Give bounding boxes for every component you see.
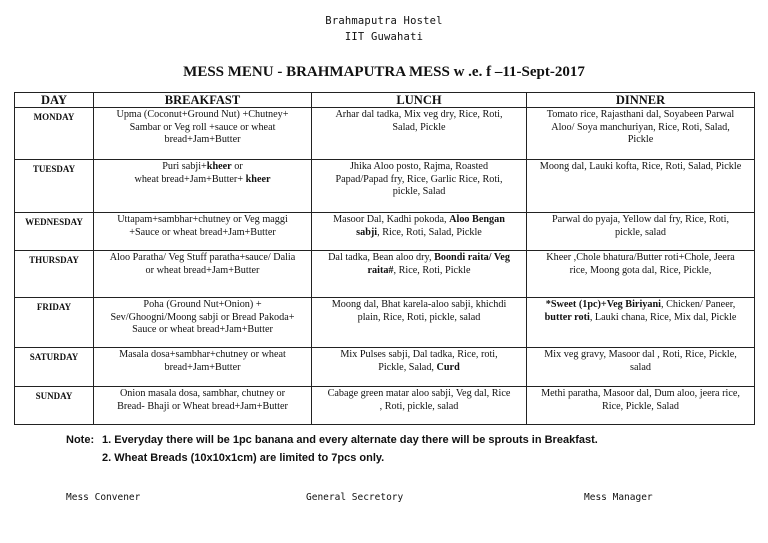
dinner-cell: *Sweet (1pc)+Veg Biriyani, Chicken/ Paneer, butter roti, Lauki chana, Rice, Mix dal, Pickle [527,298,755,348]
note-item-2: 2. Wheat Breads (10x10x1cm) are limited to 7pcs only. [102,452,385,464]
day-cell: MONDAY [15,108,94,160]
dinner-cell: Parwal do pyaja, Yellow dal fry, Rice, Roti, pickle, salad [527,213,755,251]
table-row-sunday [15,387,755,425]
lunch-cell: Cabage green matar aloo sabji, Veg dal, Rice , Roti, pickle, salad [312,387,527,425]
signature-mess-convener: Mess Convener [66,492,141,503]
hostel-name: Brahmaputra Hostel [325,15,443,27]
day-cell: THURSDAY [15,251,94,298]
breakfast-cell: Aloo Paratha/ Veg Stuff paratha+sauce/ Dalia or wheat bread+Jam+Butter [94,251,312,298]
dinner-cell: Kheer ,Chole bhatura/Butter roti+Chole, Jeera rice, Moong gota dal, Rice, Pickle, [527,251,755,298]
breakfast-cell: Masala dosa+sambhar+chutney or wheat bread+Jam+Butter [94,348,312,387]
lunch-cell: Masoor Dal, Kadhi pokoda, Aloo Bengan sabji, Rice, Roti, Salad, Pickle [312,213,527,251]
dinner-cell: Mix veg gravy, Masoor dal , Roti, Rice, Pickle, salad [527,348,755,387]
lunch-cell: Jhika Aloo posto, Rajma, Roasted Papad/Papad fry, Rice, Garlic Rice, Roti, pickle, Salad [312,160,527,213]
lunch-cell: Mix Pulses sabji, Dal tadka, Rice, roti, Pickle, Salad, Curd [312,348,527,387]
breakfast-cell: Upma (Coconut+Ground Nut) +Chutney+ Sambar or Veg roll +sauce or wheat bread+Jam+Butter [94,108,312,160]
mess-menu-table [14,92,755,425]
breakfast-cell: Onion masala dosa, sambhar, chutney or Bread- Bhaji or Wheat bread+Jam+Butter [94,387,312,425]
page-title: MESS MENU - BRAHMAPUTRA MESS w .e. f –11-Sept-2017 [183,64,585,80]
dinner-cell: Moong dal, Lauki kofta, Rice, Roti, Salad, Pickle [527,160,755,213]
column-header-breakfast: BREAKFAST [94,93,312,108]
table-row-thursday [15,251,755,298]
lunch-cell: Arhar dal tadka, Mix veg dry, Rice, Roti, Salad, Pickle [312,108,527,160]
breakfast-cell: Poha (Ground Nut+Onion) + Sev/Ghoogni/Moong sabji or Bread Pakoda+ Sauce or wheat bread+Jam+Butter [94,298,312,348]
lunch-cell: Moong dal, Bhat karela-aloo sabji, khichdi plain, Rice, Roti, pickle, salad [312,298,527,348]
table-header-row [15,93,755,108]
dinner-cell: Tomato rice, Rajasthani dal, Soyabeen Parwal Aloo/ Soya manchuriyan, Rice, Roti, Salad, Pickle [527,108,755,160]
breakfast-cell: Uttapam+sambhar+chutney or Veg maggi +Sauce or wheat bread+Jam+Butter [94,213,312,251]
table-row-saturday [15,348,755,387]
day-cell: FRIDAY [15,298,94,348]
dinner-cell: Methi paratha, Masoor dal, Dum aloo, jeera rice, Rice, Pickle, Salad [527,387,755,425]
institute-name: IIT Guwahati [344,31,424,43]
table-row-wednesday [15,213,755,251]
breakfast-cell: Puri sabji+kheer or wheat bread+Jam+Butter+ kheer [94,160,312,213]
table-row-monday [15,108,755,160]
table-row-tuesday [15,160,755,213]
table-row-friday [15,298,755,348]
day-cell: TUESDAY [15,160,94,213]
note-item-1: 1. Everyday there will be 1pc banana and every alternate day there will be sprouts in Breakfast. [102,434,598,446]
column-header-lunch: LUNCH [312,93,527,108]
signature-mess-manager: Mess Manager [584,492,653,503]
lunch-cell: Dal tadka, Bean aloo dry, Boondi raita/ Veg raita#, Rice, Roti, Pickle [312,251,527,298]
signature-general-secretary: General Secretory [306,492,404,503]
column-header-dinner: DINNER [527,93,755,108]
day-cell: SUNDAY [15,387,94,425]
note-label: Note: [66,434,95,446]
day-cell: SATURDAY [15,348,94,387]
column-header-day: DAY [15,93,94,108]
day-cell: WEDNESDAY [15,213,94,251]
